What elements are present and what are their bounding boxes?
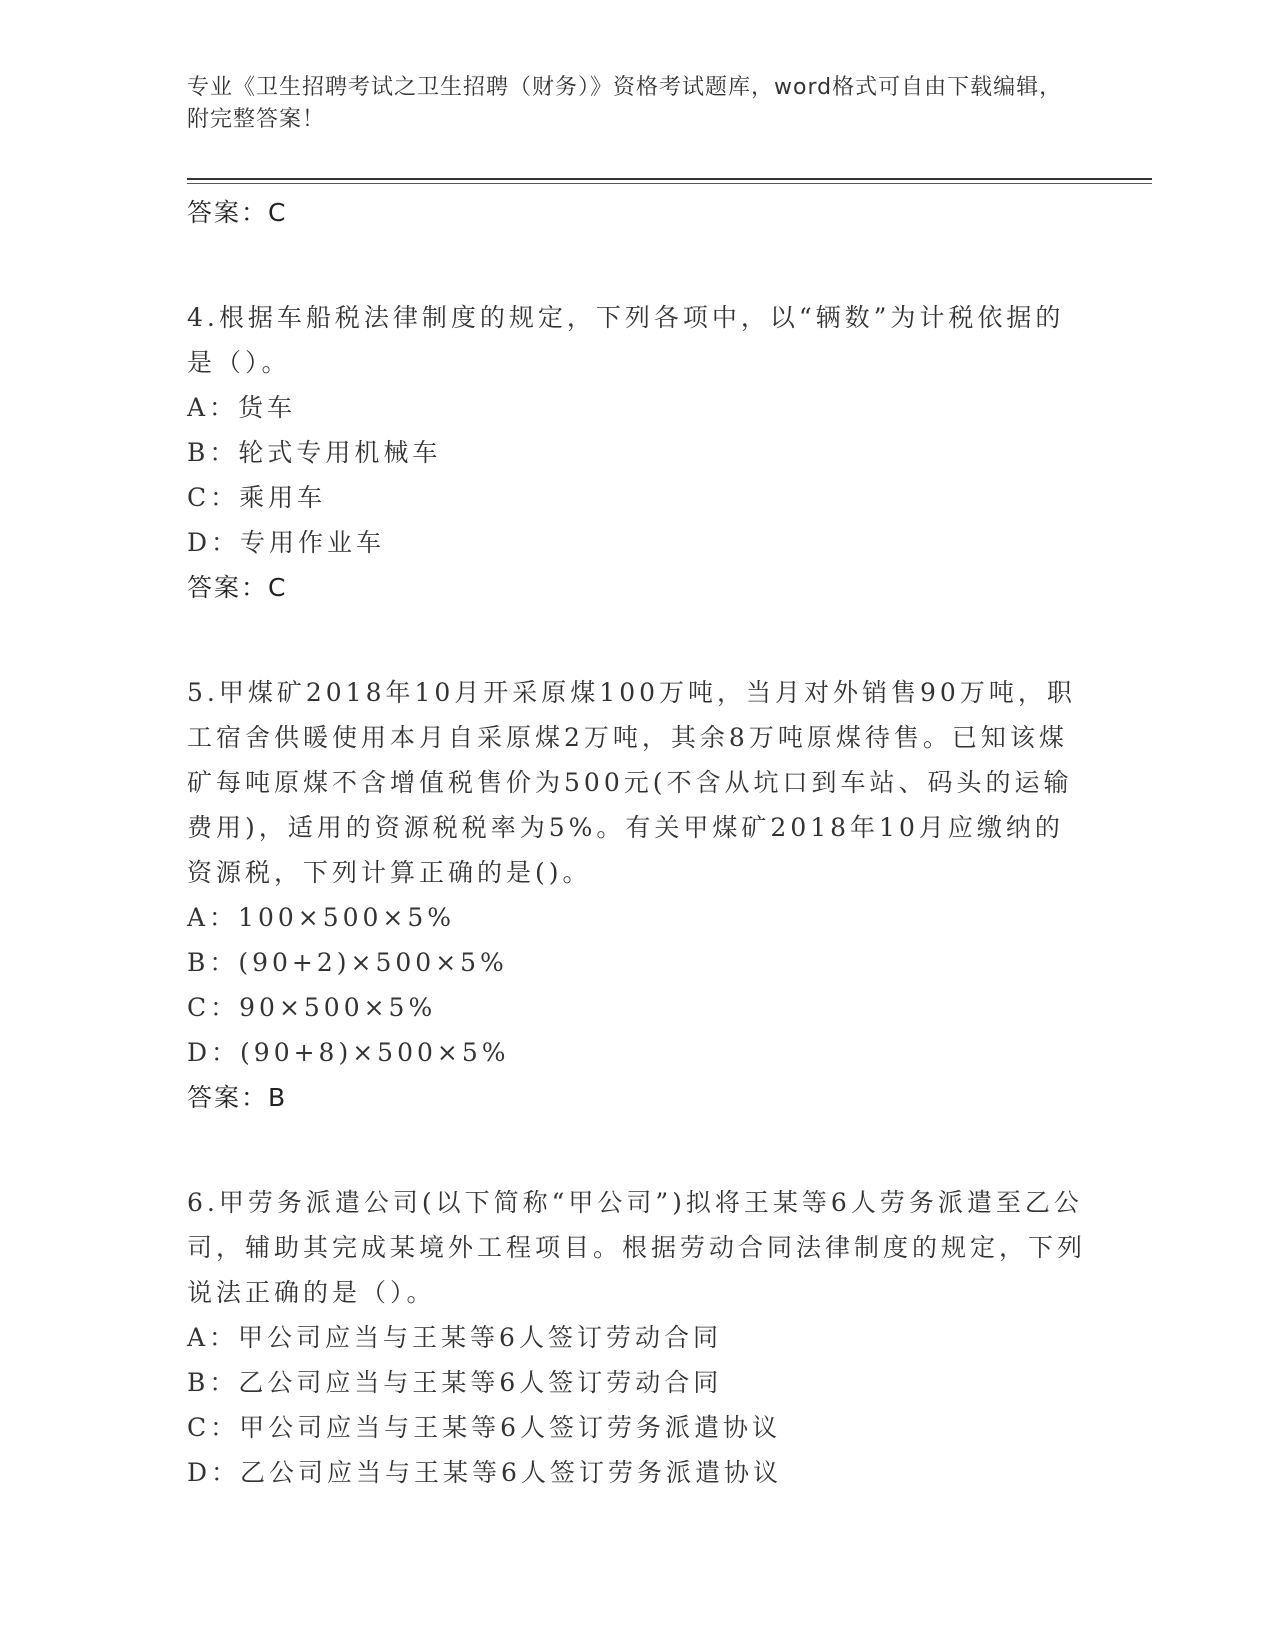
header-divider-thin bbox=[187, 183, 1152, 184]
answer-prev: 答案：C bbox=[187, 198, 288, 227]
option-d: D：(90+8)×500×5% bbox=[187, 1038, 510, 1067]
answer: 答案：C bbox=[187, 573, 288, 602]
option-a: A：甲公司应当与王某等6人签订劳动合同 bbox=[187, 1323, 722, 1352]
question-stem: 6.甲劳务派遣公司(以下简称“甲公司”)拟将王某等6人劳务派遣至乙公司，辅助其完成某境外工程项目。根据劳动合同法律制度的规定，下列说法正确的是（）。 bbox=[187, 1188, 1087, 1307]
option-b: B：轮式专用机械车 bbox=[187, 438, 442, 467]
question-4 bbox=[187, 295, 1087, 610]
option-b: B：(90+2)×500×5% bbox=[187, 948, 508, 977]
option-d: D：乙公司应当与王某等6人签订劳务派遣协议 bbox=[187, 1458, 782, 1487]
option-c: C：甲公司应当与王某等6人签订劳务派遣协议 bbox=[187, 1413, 782, 1442]
option-a: A：100×500×5% bbox=[187, 903, 456, 932]
option-c: C：90×500×5% bbox=[187, 993, 437, 1022]
question-list bbox=[187, 190, 1087, 1495]
option-c: C：乘用车 bbox=[187, 483, 327, 512]
question-stem: 4.根据车船税法律制度的规定，下列各项中，以“辆数”为计税依据的是（）。 bbox=[187, 303, 1065, 377]
option-b: B：乙公司应当与王某等6人签订劳动合同 bbox=[187, 1368, 723, 1397]
document-header: 专业《卫生招聘考试之卫生招聘（财务）》资格考试题库，word格式可自由下载编辑，附完整答案！ bbox=[187, 75, 1063, 132]
question-stem: 5.甲煤矿2018年10月开采原煤100万吨，当月对外销售90万吨，职工宿舍供暖使用本月自采原煤2万吨，其余8万吨原煤待售。已知该煤矿每吨原煤不含增值税售价为500元(不含从坑口到车站、码头的运输费用)，适用的资源税税率为5%。有关甲煤矿2018年10月应缴纳的资源税，下列计算正确的是()。 bbox=[187, 678, 1076, 887]
header-divider bbox=[187, 178, 1152, 180]
question-5 bbox=[187, 670, 1087, 1120]
option-d: D：专用作业车 bbox=[187, 528, 386, 557]
question-6 bbox=[187, 1180, 1087, 1495]
option-a: A：货车 bbox=[187, 393, 297, 422]
answer: 答案：B bbox=[187, 1083, 288, 1112]
